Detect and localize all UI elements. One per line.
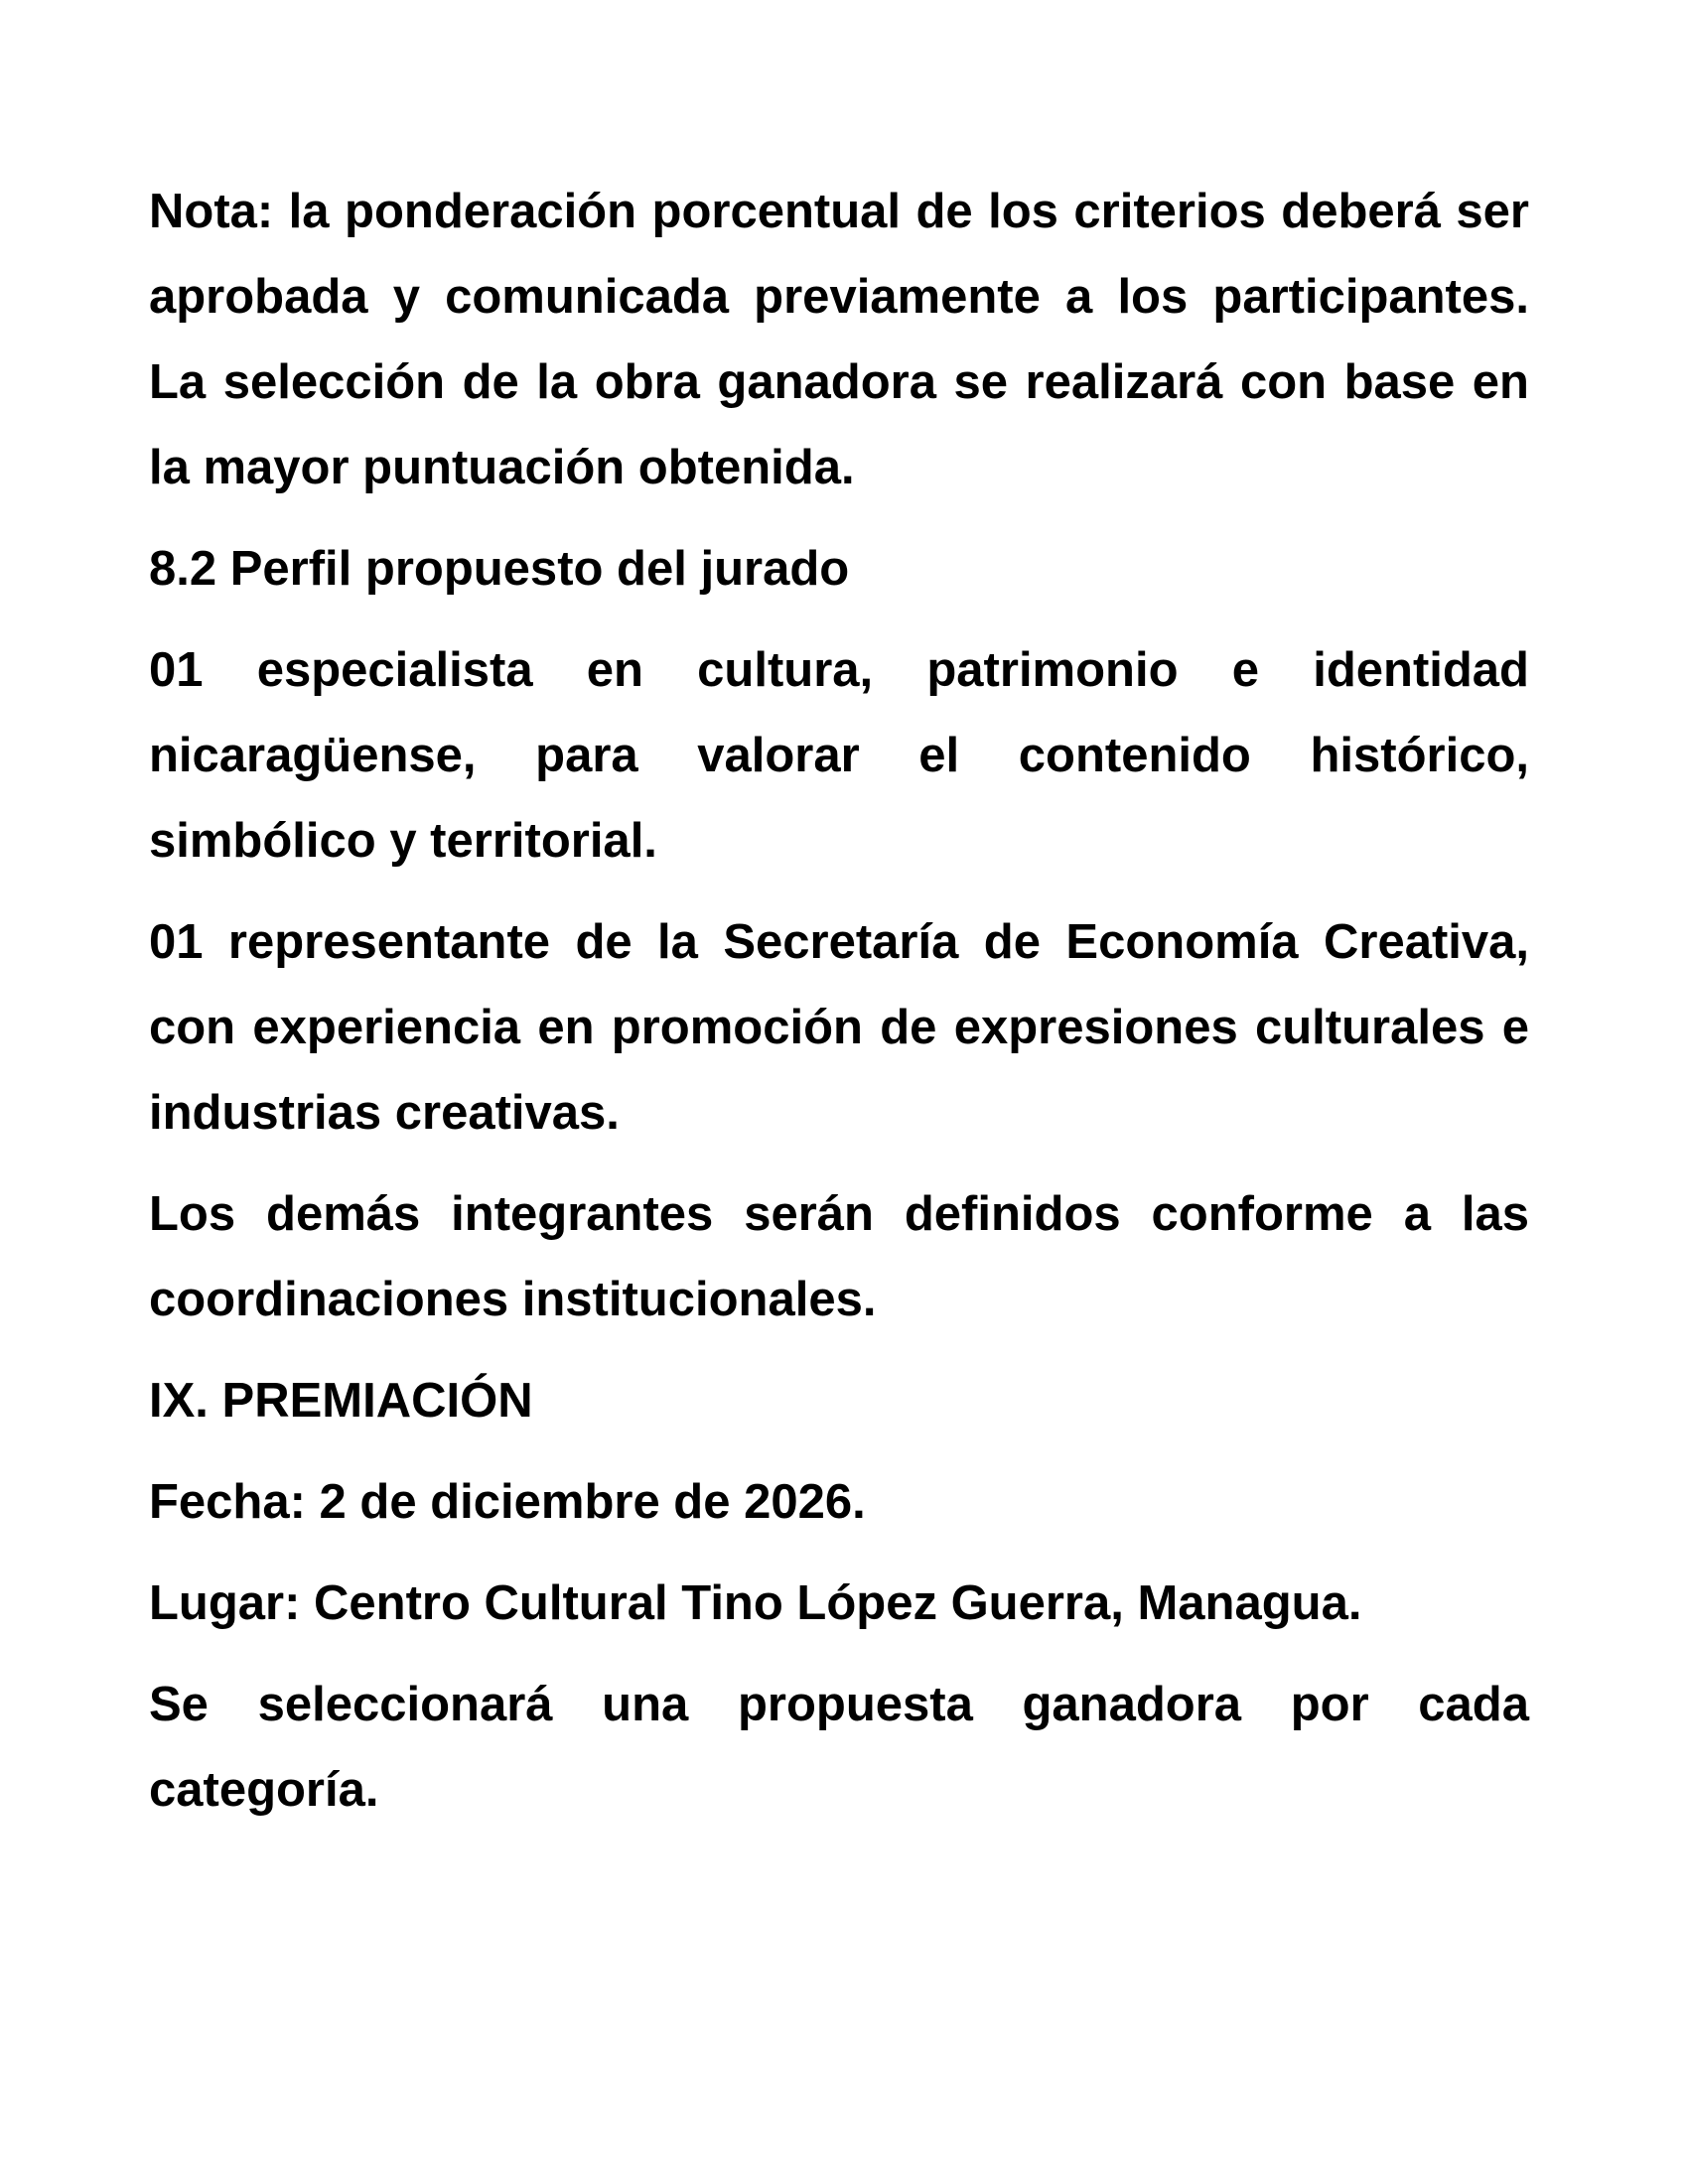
jurado-especialista-paragraph: 01 especialista en cultura, patrimonio e identidad nicaragüense, para valorar el contenido histórico, simbólico y territorial. bbox=[149, 643, 1529, 868]
section-heading-premiacion: IX. PREMIACIÓN bbox=[149, 1374, 533, 1428]
jurado-otros-paragraph: Los demás integrantes serán definidos conforme a las coordinaciones institucionales. bbox=[149, 1187, 1529, 1326]
lugar-paragraph: Lugar: Centro Cultural Tino López Guerra, Managua. bbox=[149, 1576, 1362, 1630]
fecha-paragraph: Fecha: 2 de diciembre de 2026. bbox=[149, 1475, 866, 1529]
document-page bbox=[149, 169, 1529, 1848]
section-heading-perfil-jurado: 8.2 Perfil propuesto del jurado bbox=[149, 542, 850, 596]
nota-paragraph: Nota: la ponderación porcentual de los criterios deberá ser aprobada y comunicada previamente a los participantes. La selección de la obra ganadora se realizará con base en la mayor puntuación obtenida. bbox=[149, 185, 1529, 494]
jurado-representante-paragraph: 01 representante de la Secretaría de Economía Creativa, con experiencia en promoción de expresiones culturales e industrias creativas. bbox=[149, 915, 1529, 1140]
seleccion-paragraph: Se seleccionará una propuesta ganadora por cada categoría. bbox=[149, 1678, 1529, 1817]
